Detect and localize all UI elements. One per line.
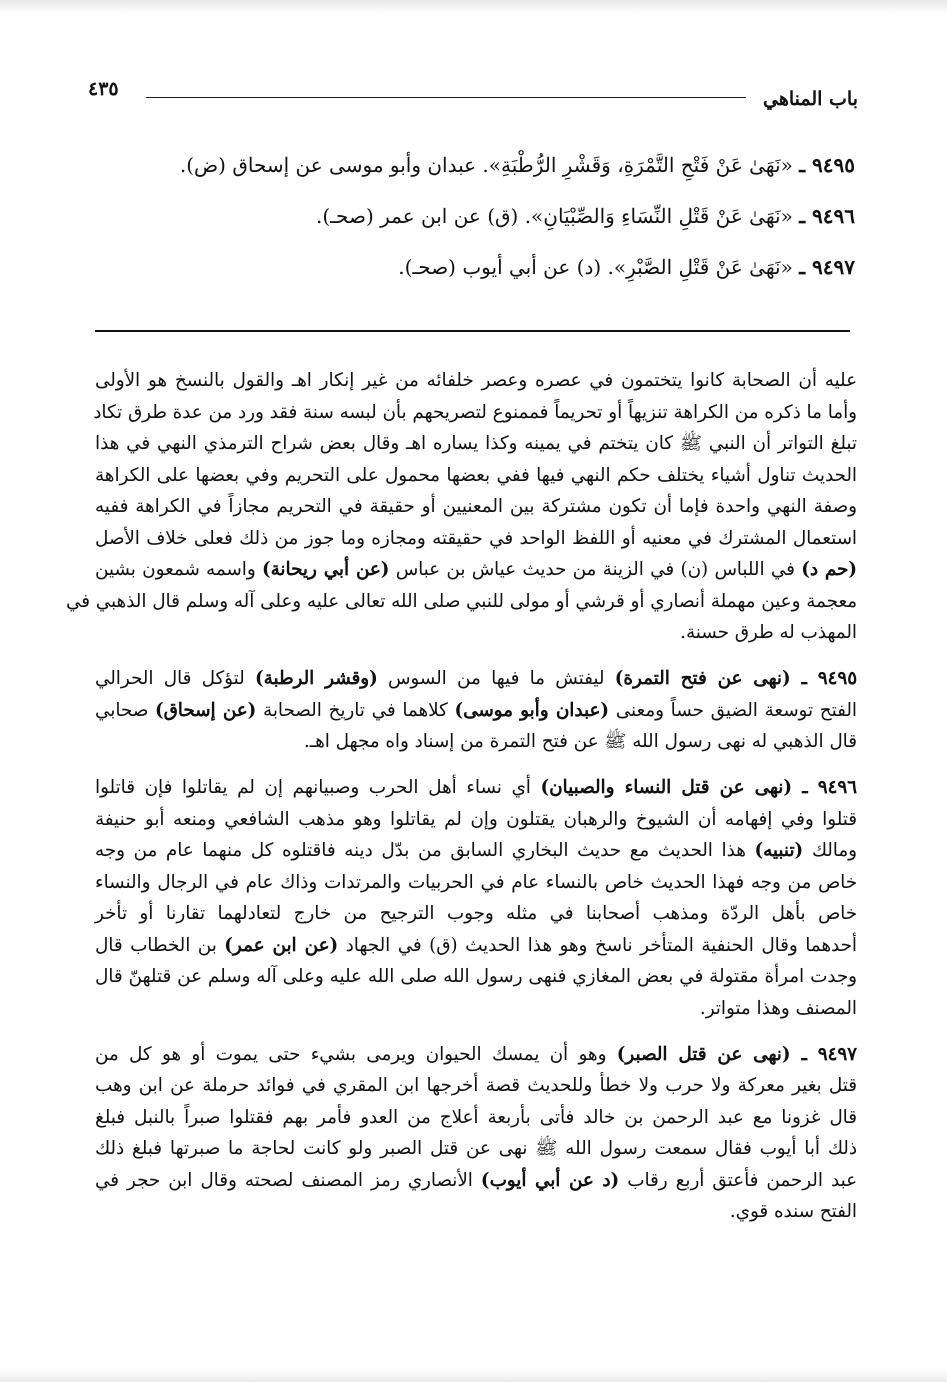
text-segment: أحدهما وقال الحنفية المتأخر ناسخ وهو هذا الحديث (ق) في الجهاد <box>338 934 857 956</box>
text-line <box>95 460 857 492</box>
hadith-list <box>95 140 855 293</box>
bold-text: (حم د) <box>801 559 857 580</box>
page-header <box>88 78 858 108</box>
text-segment: قال الذهبي له نهى رسول الله ﷺ عن فتح التمرة من إسناد واه مجهل اهـ. <box>303 731 857 752</box>
bold-text: (د عن أبي أيوب) <box>480 1169 620 1191</box>
text-segment: قتل بغير معركة ولا حرب ولا خطأ وللحديث قصة أخرجها ابن المقري في فوائد حرملة عن ابن وهب <box>95 1075 857 1096</box>
text-line <box>95 726 857 758</box>
commentary-paragraph <box>95 1039 857 1228</box>
text-segment: ليفتش ما فيها من السوس <box>377 668 615 689</box>
text-segment: الأنصاري رمز المصنف لصحته وقال ابن حجر في <box>95 1169 481 1191</box>
text-line <box>95 1165 857 1197</box>
text-line <box>95 772 857 804</box>
text-line <box>95 617 857 649</box>
text-segment: عليه أن الصحابة كانوا يتختمون في عصره وعصر خلفائه من غير إنكار اهـ والقول بالنسخ هو الأولى <box>95 370 857 391</box>
text-line <box>95 365 857 397</box>
text-line <box>95 867 857 899</box>
text-line <box>95 554 857 586</box>
bold-text: ٩٤٩٧ ـ <box>790 1043 857 1065</box>
text-segment: بن الخطاب قال <box>95 934 225 956</box>
text-segment: قتلوا وفي إفهامه أن الشيوخ والرهبان يقتلون وإن لم يقاتلوا وهو مذهب الشافعي ومنعه أبو حنيفة <box>95 808 857 830</box>
text-segment: معجمة وعين مهملة أنصاري أو قرشي أو مولى للنبي صلى الله تعالى عليه وعلى آله وسلم قال الذهبي في <box>66 590 857 612</box>
bold-text: (وقشر الرطبة) <box>255 668 378 689</box>
text-line <box>95 1039 857 1071</box>
text-line <box>95 804 857 836</box>
text-segment: خاص من وجه فهذا الحديث خاص بالنساء عام في الحربيات والمرتدات وذاك عام في الرجال والنساء <box>95 871 857 893</box>
bold-text: (عن ابن عمر) <box>224 934 339 956</box>
text-line <box>95 993 857 1025</box>
text-segment: واسمه شمعون بشين <box>95 559 262 580</box>
text-line <box>95 523 857 555</box>
hadith-entry <box>95 140 855 191</box>
hadith-text: «نَهَىٰ عَنْ قَتْلِ الصَّبْرِ». (د) عن أبي أيوب (صحـ). <box>398 255 793 279</box>
running-title: باب المناهي <box>762 88 858 110</box>
page-number: ٤٣٥ <box>88 78 119 100</box>
text-segment: قال غزونا مع عبد الرحمن بن خالد فأتى بأربعة أعلاج من العدو فأمر بهم فقتلوا صبراً بالنبل فبلغ <box>95 1106 857 1128</box>
bold-text: ٩٤٩٥ ـ <box>790 668 858 689</box>
bold-text: (عن أبي ريحانة) <box>261 559 390 580</box>
text-segment: في اللباس (ن) في الزينة من حديث عياش بن عباس <box>389 559 802 580</box>
text-segment: تبلغ التواتر أن النبي ﷺ كان يتختم في يمينه وكذا يساره اهـ وقال بعض شراح الترمذي النهي في هذا <box>95 433 857 454</box>
text-line <box>95 1070 857 1102</box>
bold-text: (نهى عن قتل الصبر) <box>616 1043 791 1065</box>
text-line <box>95 491 857 523</box>
text-segment: لتؤكل قال الحرالي <box>95 668 255 689</box>
commentary-paragraph <box>95 772 857 1024</box>
hadith-number: ٩٤٩٧ ـ <box>799 255 855 279</box>
text-segment: وجدت امرأة مقتولة في بعض المغازي فنهى رسول الله صلى الله عليه وعلى آله وسلم عن قتلهنّ قال <box>95 966 857 987</box>
text-segment: وصفة النهي واحدة فإما أن تكون مشتركة بين المعنيين أو حقيقة في التحريم مجازاً في الكراهة ففيه <box>95 496 857 517</box>
bold-text: ٩٤٩٦ ـ <box>792 777 857 798</box>
text-segment: الحديث تناول أشياء يختلف حكم النهي فيها ففي بعضها محمول على التحريم وفي بعضها على الكراهة <box>95 464 857 486</box>
text-line <box>95 1102 857 1134</box>
bold-text: (عبدان وأبو موسى) <box>454 699 610 721</box>
text-segment: هذا الحديث مع حديث البخاري السابق من بدّل دينه فاقتلوه كل منهما عام من وجه <box>95 840 755 861</box>
text-segment: أي نساء أهل الحرب وصبيانهم إن لم يقاتلوا فإن قاتلوا <box>95 777 541 798</box>
hadith-entry <box>95 242 855 293</box>
text-segment: صحابي <box>95 699 155 721</box>
hadith-text: «نَهَىٰ عَنْ فَتْحِ التَّمْرَةِ، وَقَشْرِ الرُّطْبَةِ». عبدان وأبو موسى عن إسحاق (ض). <box>179 153 793 177</box>
text-line <box>95 695 857 727</box>
scan-edge-top <box>0 0 947 14</box>
text-segment: كلاهما في تاريخ الصحابة <box>256 699 455 721</box>
text-segment: وهو أن يمسك الحيوان ويرمى بشيء حتى يموت أو هو كل من <box>95 1043 617 1065</box>
scan-edge-bottom <box>0 1368 947 1382</box>
text-segment: خاص بأهل الردّة ومذهب أصحابنا في مثله وجوب الترجيح من خارج لتعادلهما تقارنا أو تأخر <box>95 903 857 924</box>
text-line <box>95 961 857 993</box>
hadith-number: ٩٤٩٦ ـ <box>799 204 855 228</box>
text-line <box>95 663 857 695</box>
commentary-paragraph <box>95 663 857 758</box>
bold-text: (نهى عن فتح التمرة) <box>614 668 791 689</box>
text-segment: ذلك أبا أيوب فقال سمعت رسول الله ﷺ نهى عن قتل الصبر ولو كانت لحاجة ما صبرتها فبلغ ذلك <box>95 1138 857 1159</box>
hadith-number: ٩٤٩٥ ـ <box>799 153 855 177</box>
commentary <box>66 365 858 1242</box>
text-segment: المهذب له طرق حسنة. <box>680 622 857 643</box>
text-segment: ومالك <box>803 840 857 861</box>
bold-text: (تنبيه) <box>754 840 804 861</box>
text-segment: عبد الرحمن فأعتق أربع رقاب <box>619 1169 858 1191</box>
text-segment: الفتح سنده قوي. <box>729 1201 857 1222</box>
bold-text: (عن إسحاق) <box>154 699 257 721</box>
text-segment: المصنف وهذا متواتر. <box>699 997 857 1019</box>
text-segment: استعمال المشترك في معنيه أو اللفظ الواحد في حقيقته ومجازه وما جوز من ذلك فعلى خلاف الأصل <box>95 527 857 549</box>
bold-text: (نهى عن قتل النساء والصبيان) <box>540 777 793 798</box>
text-line <box>95 898 857 930</box>
text-line <box>66 586 857 618</box>
text-line <box>95 835 857 867</box>
footnote-separator <box>95 330 850 332</box>
text-line <box>95 1133 857 1165</box>
text-segment: وأما ما ذكره من الكراهة تنزيهاً أو تحريماً فممنوع لتصريحهم بأن لبسه سنة فقد ورد من عدة طرق تكاد <box>93 401 857 423</box>
text-line <box>95 428 857 460</box>
text-line <box>95 1196 857 1228</box>
hadith-entry <box>95 191 855 242</box>
text-segment: الفتح توسعة الضيق حساً ومعنى <box>609 699 857 721</box>
commentary-paragraph <box>66 365 857 649</box>
hadith-text: «نَهَىٰ عَنْ قَتْلِ النِّسَاءِ وَالصِّبْيَانِ». (ق) عن ابن عمر (صحـ). <box>316 204 793 228</box>
header-rule <box>146 97 746 98</box>
text-line <box>95 397 857 429</box>
text-line <box>95 930 857 962</box>
